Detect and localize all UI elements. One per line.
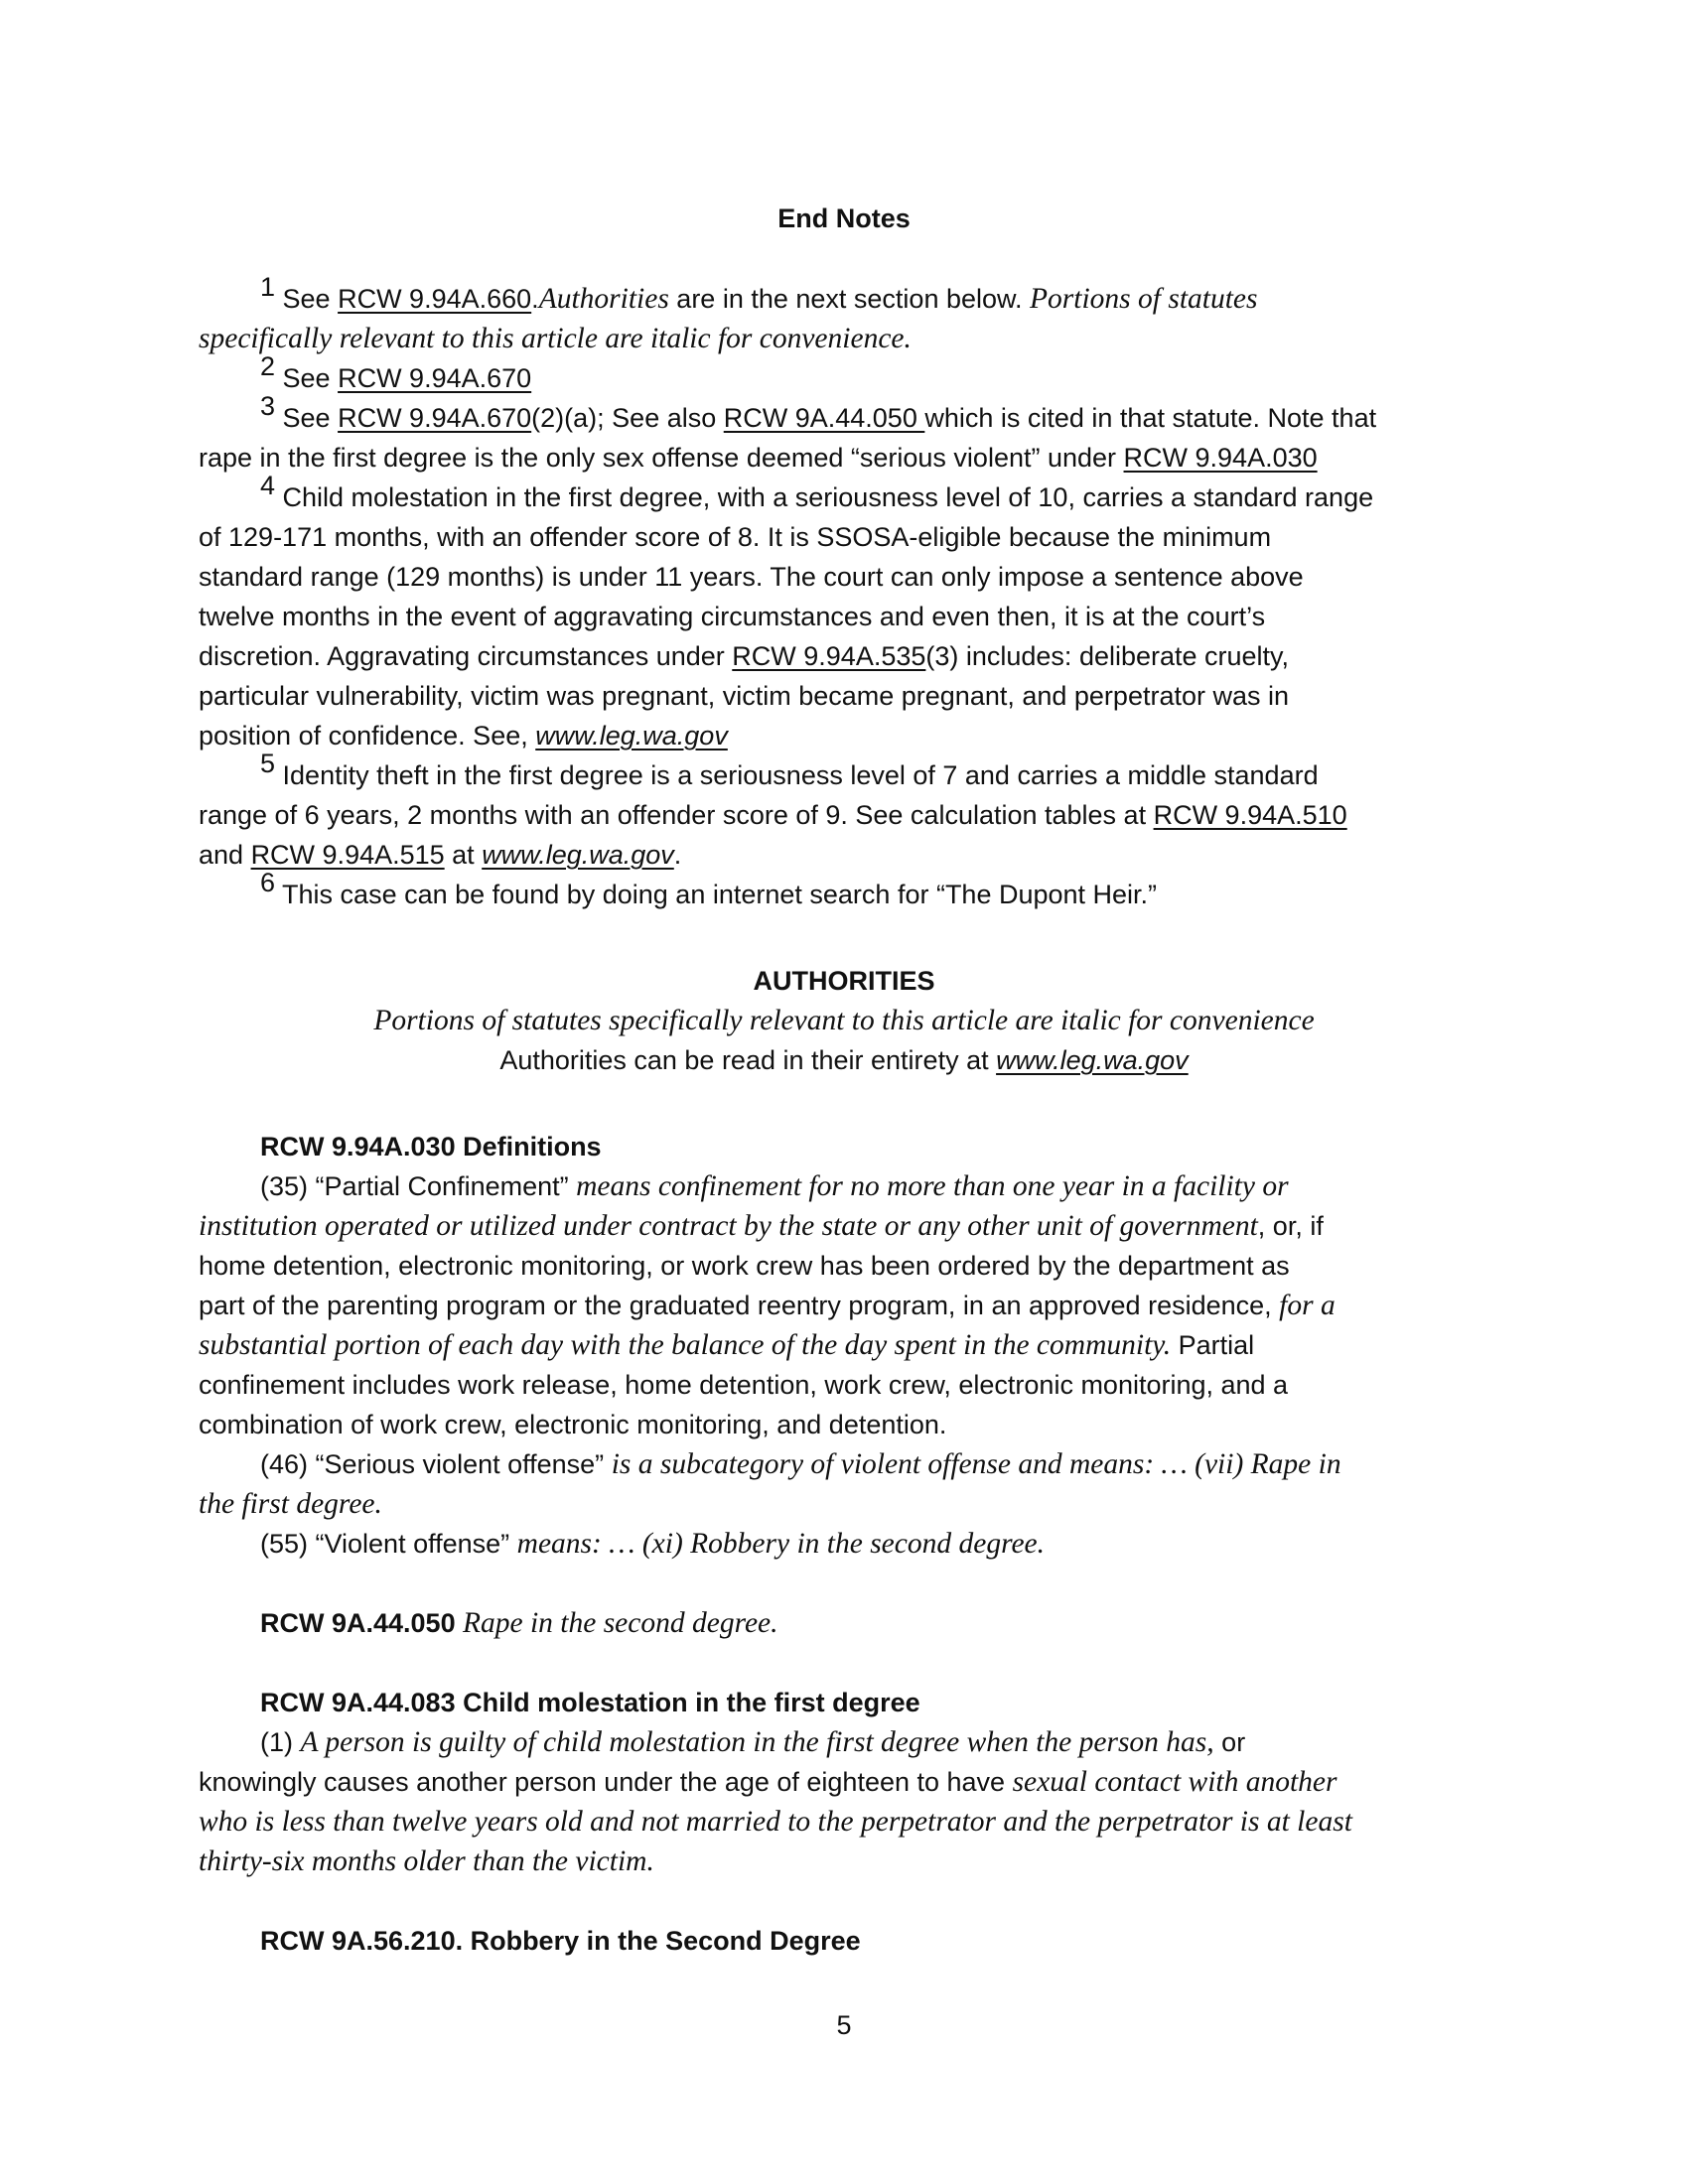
endnote-5: $^5$ Identity theft in the first degree is a seriousness level of 7 and carries a middle standard (260, 749, 1319, 790)
definition-35-line: part of the parenting program or the graduated reentry program, in an approved residence, for a (199, 1290, 1336, 1321)
endnote-4-line: standard range (129 months) is under 11 years. The court can only impose a sentence above (199, 562, 1304, 592)
rcw-link[interactable]: RCW 9.94A.660 (338, 284, 532, 314)
rcw-link[interactable]: RCW 9.94A.670 (338, 403, 532, 433)
section-heading: RCW 9A.44.083 Child molestation in the first degree (260, 1688, 920, 1717)
endnote-1: $^1$ See RCW 9.94A.660.Authorities are in the next section below. Portions of statutes (260, 272, 1258, 315)
endnote-4-line: twelve months in the event of aggravating circumstances and even then, it is at the court’s (199, 602, 1266, 631)
rcw-link[interactable]: RCW 9.94A.670 (338, 363, 532, 393)
rcw-link[interactable]: RCW 9.94A.030 (1123, 443, 1318, 473)
endnote-number: 2 (260, 351, 276, 381)
authorities-note: Authorities can be read in their entirety at www.leg.wa.gov (499, 1045, 1189, 1075)
statute-text: knowingly causes another person under the age of eighteen to have sexual contact with another (199, 1766, 1337, 1798)
definition-55: (55) “Violent offense” means: … (xi) Robbery in the second degree. (260, 1528, 1046, 1560)
page-title: End Notes (777, 204, 911, 233)
endnote-number: 5 (260, 749, 276, 778)
definition-35-line: substantial portion of each day with the balance of the day spent in the community. Partial (199, 1329, 1255, 1361)
authorities-subtitle: Portions of statutes specifically relevant to this article are italic for convenience (373, 1005, 1315, 1036)
endnote-3: $^3$ See RCW 9.94A.670(2)(a); See also RCW 9A.44.050 which is cited in that statute. Note that (260, 391, 1377, 433)
website-link[interactable]: www.leg.wa.gov (535, 721, 728, 751)
definition-46-line: the first degree. (199, 1488, 382, 1520)
endnote-4-line: of 129-171 months, with an offender score of 8. It is SSOSA-eligible because the minimum (199, 522, 1272, 552)
statute-text: who is less than twelve years old and not married to the perpetrator and the perpetrator is at least (199, 1806, 1352, 1838)
endnote-6: $^6$ This case can be found by doing an internet search for “The Dupont Heir.” (260, 868, 1158, 909)
endnote-4-line: position of confidence. See, www.leg.wa.gov (199, 721, 728, 751)
definition-35-line: combination of work crew, electronic monitoring, and detention. (199, 1410, 947, 1439)
endnote-number: 6 (260, 868, 276, 897)
definition-35-line: institution operated or utilized under contract by the state or any other unit of government, or, if (199, 1210, 1324, 1242)
authorities-heading: AUTHORITIES (753, 966, 935, 996)
page-number: 5 (836, 2010, 852, 2040)
endnote-number: 1 (260, 272, 276, 302)
endnote-4-line: particular vulnerability, victim was pregnant, victim became pregnant, and perpetrator was in (199, 681, 1290, 711)
endnote-1-continued: specifically relevant to this article are italic for convenience. (199, 323, 912, 354)
definition-35: (35) “Partial Confinement” means confinement for no more than one year in a facility or (260, 1170, 1289, 1202)
endnote-4-line: discretion. Aggravating circumstances under RCW 9.94A.535(3) includes: deliberate cruelty, (199, 641, 1290, 671)
rcw-link[interactable]: RCW 9.94A.515 (250, 840, 445, 870)
endnote-number: 4 (260, 471, 276, 500)
endnote-3-continued: rape in the first degree is the only sex offense deemed “serious violent” under RCW 9.94A.030 (199, 443, 1318, 473)
definition-35-line: confinement includes work release, home detention, work crew, electronic monitoring, and a (199, 1370, 1289, 1400)
endnote-4: $^4$ Child molestation in the first degree, with a seriousness level of 10, carries a standard range (260, 471, 1374, 512)
section-heading: RCW 9A.56.210. Robbery in the Second Degree (260, 1926, 861, 1956)
endnote-2: $^2$ See RCW 9.94A.670 (260, 351, 532, 393)
endnote-5-line: range of 6 years, 2 months with an offender score of 9. See calculation tables at RCW 9.94A.510 (199, 800, 1347, 830)
endnote-number: 3 (260, 391, 276, 421)
website-link[interactable]: www.leg.wa.gov (996, 1045, 1189, 1075)
statute-text: (1) A person is guilty of child molestation in the first degree when the person has, or (260, 1726, 1246, 1758)
rcw-link[interactable]: RCW 9A.44.050 (723, 403, 925, 433)
rcw-link[interactable]: RCW 9.94A.535 (732, 641, 926, 671)
section-heading: RCW 9.94A.030 Definitions (260, 1132, 602, 1161)
website-link[interactable]: www.leg.wa.gov (482, 840, 674, 870)
definition-46: (46) “Serious violent offense” is a subcategory of violent offense and means: … (vii) Rape in (260, 1448, 1341, 1480)
rcw-link[interactable]: RCW 9.94A.510 (1153, 800, 1347, 830)
section-heading: RCW 9A.44.050 Rape in the second degree. (260, 1607, 778, 1639)
endnote-5-line: and RCW 9.94A.515 at www.leg.wa.gov. (199, 840, 682, 870)
statute-text: thirty-six months older than the victim. (199, 1845, 654, 1877)
definition-35-line: home detention, electronic monitoring, or work crew has been ordered by the department as (199, 1251, 1290, 1281)
